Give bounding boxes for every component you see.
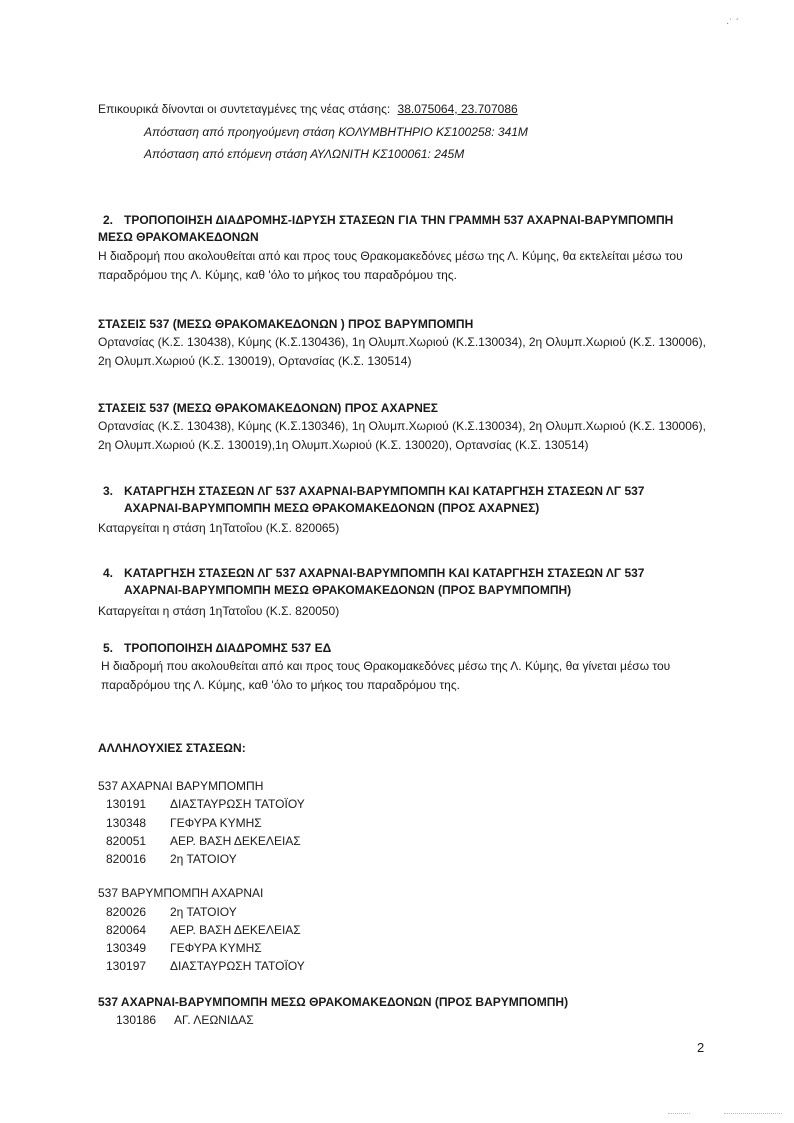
section-4-number: 4. xyxy=(103,566,114,580)
next-distance: Απόσταση από επόμενη στάση ΑΥΛΩΝΙΤΗ ΚΣ100061: 245Μ xyxy=(144,147,465,161)
list-item xyxy=(106,958,305,974)
coords-value: 38.075064, 23.707086 xyxy=(397,102,518,116)
section-2-title-line2: ΜΕΣΩ ΘΡΑΚΟΜΑΚΕΔΟΝΩΝ xyxy=(98,230,259,244)
footer-dots xyxy=(668,1113,690,1114)
list-item xyxy=(106,940,262,956)
section-2-body: Η διαδρομή που ακολουθείται από και προς τους Θρακομακεδόνες μέσω της Λ. Κύμης, θα εκτελείται μέσω του παραδρόμου της Λ. Κύμης, καθ 'όλο το μήκος του παραδρόμου της. xyxy=(98,249,683,282)
stop-code: 130349 xyxy=(106,941,147,955)
prev-distance: Απόσταση από προηγούμενη στάση ΚΟΛΥΜΒΗΤΗΡΙΟ ΚΣ100258: 341Μ xyxy=(144,125,528,139)
list-item xyxy=(106,833,301,849)
section-5-body: Η διαδρομή που ακολουθείται από και προς τους Θρακομακεδόνες μέσω της Λ. Κύμης, θα γίνεται μέσω του παραδρόμου της Λ. Κύμης, καθ 'όλο το μήκος του παραδρόμου της. xyxy=(101,659,671,692)
route-1-name: 537 ΑΧΑΡΝΑΙ ΒΑΡΥΜΠΟΜΠΗ xyxy=(98,779,264,793)
section-2-title-line1: ΤΡΟΠΟΠΟΙΗΣΗ ΔΙΑΔΡΟΜΗΣ-ΙΔΡΥΣΗ ΣΤΑΣΕΩΝ ΓΙΑ ΤΗΝ ΓΡΑΜΜΗ 537 ΑΧΑΡΝΑΙ-ΒΑΡΥΜΠΟΜΠΗ xyxy=(124,213,674,227)
stops-b-title: ΣΤΑΣΕΙΣ 537 (ΜΕΣΩ ΘΡΑΚΟΜΑΚΕΔΟΝΩΝ) ΠΡΟΣ ΑΧΑΡΝΕΣ xyxy=(98,401,439,415)
section-2-number: 2. xyxy=(103,213,114,227)
list-item xyxy=(116,1012,254,1028)
section-4-title-line2: ΑΧΑΡΝΑΙ-ΒΑΡΥΜΠΟΜΠΗ ΜΕΣΩ ΘΡΑΚΟΜΑΚΕΔΟΝΩΝ (ΠΡΟΣ ΒΑΡΥΜΠΟΜΠΗ) xyxy=(124,583,572,597)
stop-name: ΔΙΑΣΤΑΥΡΩΣΗ ΤΑΤΟΪΟΥ xyxy=(170,797,305,811)
list-item xyxy=(106,815,262,831)
list-item xyxy=(106,922,301,938)
stop-code: 820026 xyxy=(106,905,147,919)
section-3-number: 3. xyxy=(103,484,114,498)
stop-code: 820064 xyxy=(106,923,147,937)
stop-name: 2η ΤΑΤΟΙΟΥ xyxy=(170,852,237,866)
stops-a-body: Ορτανσίας (Κ.Σ. 130438), Κύμης (Κ.Σ.130436), 1η Ολυμπ.Χωριού (Κ.Σ.130034), 2η Ολυμπ.Χωριού (Κ.Σ. 130006), 2η Ολυμπ.Χωριού (Κ.Σ. 130019), Ορτανσίας (Κ.Σ. 130514) xyxy=(98,335,706,368)
coords-line xyxy=(98,101,518,117)
stop-name: ΓΕΦΥΡΑ ΚΥΜΗΣ xyxy=(170,816,262,830)
stop-name: ΑΓ. ΛΕΩΝΙΔΑΣ xyxy=(174,1013,254,1027)
section-3-body: Καταργείται η στάση 1ηΤατοΐου (Κ.Σ. 820065) xyxy=(98,521,340,535)
stop-name: ΑΕΡ. ΒΑΣΗ ΔΕΚΕΛΕΙΑΣ xyxy=(170,923,301,937)
stops-a-title: ΣΤΑΣΕΙΣ 537 (ΜΕΣΩ ΘΡΑΚΟΜΑΚΕΔΟΝΩΝ ) ΠΡΟΣ ΒΑΡΥΜΠΟΜΠΗ xyxy=(98,317,474,331)
page-number: 2 xyxy=(697,1040,705,1055)
footer-dots xyxy=(724,1113,782,1114)
coords-label: Επικουρικά δίνονται οι συντεταγμένες της νέας στάσης: xyxy=(98,102,391,116)
sequences-title: ΑΛΛΗΛΟΥΧΙΕΣ ΣΤΑΣΕΩΝ: xyxy=(98,741,246,755)
section-5-title: ΤΡΟΠΟΠΟΙΗΣΗ ΔΙΑΔΡΟΜΗΣ 537 ΕΔ xyxy=(124,641,332,655)
section-4-body: Καταργείται η στάση 1ηΤατοΐου (Κ.Σ. 820050) xyxy=(98,604,340,618)
stop-code: 130191 xyxy=(106,797,147,811)
stop-code: 130197 xyxy=(106,959,147,973)
section-3-title-line1: ΚΑΤΑΡΓΗΣΗ ΣΤΑΣΕΩΝ ΛΓ 537 ΑΧΑΡΝΑΙ-ΒΑΡΥΜΠΟΜΠΗ ΚΑΙ ΚΑΤΑΡΓΗΣΗ ΣΤΑΣΕΩΝ ΛΓ 537 xyxy=(124,484,645,498)
section-4-title-line1: ΚΑΤΑΡΓΗΣΗ ΣΤΑΣΕΩΝ ΛΓ 537 ΑΧΑΡΝΑΙ-ΒΑΡΥΜΠΟΜΠΗ ΚΑΙ ΚΑΤΑΡΓΗΣΗ ΣΤΑΣΕΩΝ ΛΓ 537 xyxy=(124,566,645,580)
stop-name: ΔΙΑΣΤΑΥΡΩΣΗ ΤΑΤΟΪΟΥ xyxy=(170,959,305,973)
section-5-number: 5. xyxy=(103,641,114,655)
list-item xyxy=(106,904,237,920)
stop-name: 2η ΤΑΤΟΙΟΥ xyxy=(170,905,237,919)
stop-name: ΓΕΦΥΡΑ ΚΥΜΗΣ xyxy=(170,941,262,955)
stop-name: ΑΕΡ. ΒΑΣΗ ΔΕΚΕΛΕΙΑΣ xyxy=(170,834,301,848)
section-3-title-line2: ΑΧΑΡΝΑΙ-ΒΑΡΥΜΠΟΜΠΗ ΜΕΣΩ ΘΡΑΚΟΜΑΚΕΔΟΝΩΝ (ΠΡΟΣ ΑΧΑΡΝΕΣ) xyxy=(124,501,540,515)
stop-code: 130348 xyxy=(106,816,147,830)
list-item xyxy=(106,851,237,867)
route-2-name: 537 ΒΑΡΥΜΠΟΜΠΗ ΑΧΑΡΝΑΙ xyxy=(98,886,264,900)
scan-mark: ·˙ ˊ xyxy=(726,18,739,29)
route-3-name: 537 ΑΧΑΡΝΑΙ-ΒΑΡΥΜΠΟΜΠΗ ΜΕΣΩ ΘΡΑΚΟΜΑΚΕΔΟΝΩΝ (ΠΡΟΣ ΒΑΡΥΜΠΟΜΠΗ) xyxy=(98,995,569,1009)
stop-code: 820051 xyxy=(106,834,147,848)
list-item xyxy=(106,796,305,812)
stop-code: 130186 xyxy=(116,1013,157,1027)
stops-b-body: Ορτανσίας (Κ.Σ. 130438), Κύμης (Κ.Σ.130346), 1η Ολυμπ.Χωριού (Κ.Σ.130034), 2η Ολυμπ.Χωριού (Κ.Σ. 130006), 2η Ολυμπ.Χωριού (Κ.Σ. 130019),1η Ολυμπ.Χωριού (Κ.Σ. 130020), Ορτανσίας (Κ.Σ. 130514) xyxy=(98,419,706,452)
stop-code: 820016 xyxy=(106,852,147,866)
